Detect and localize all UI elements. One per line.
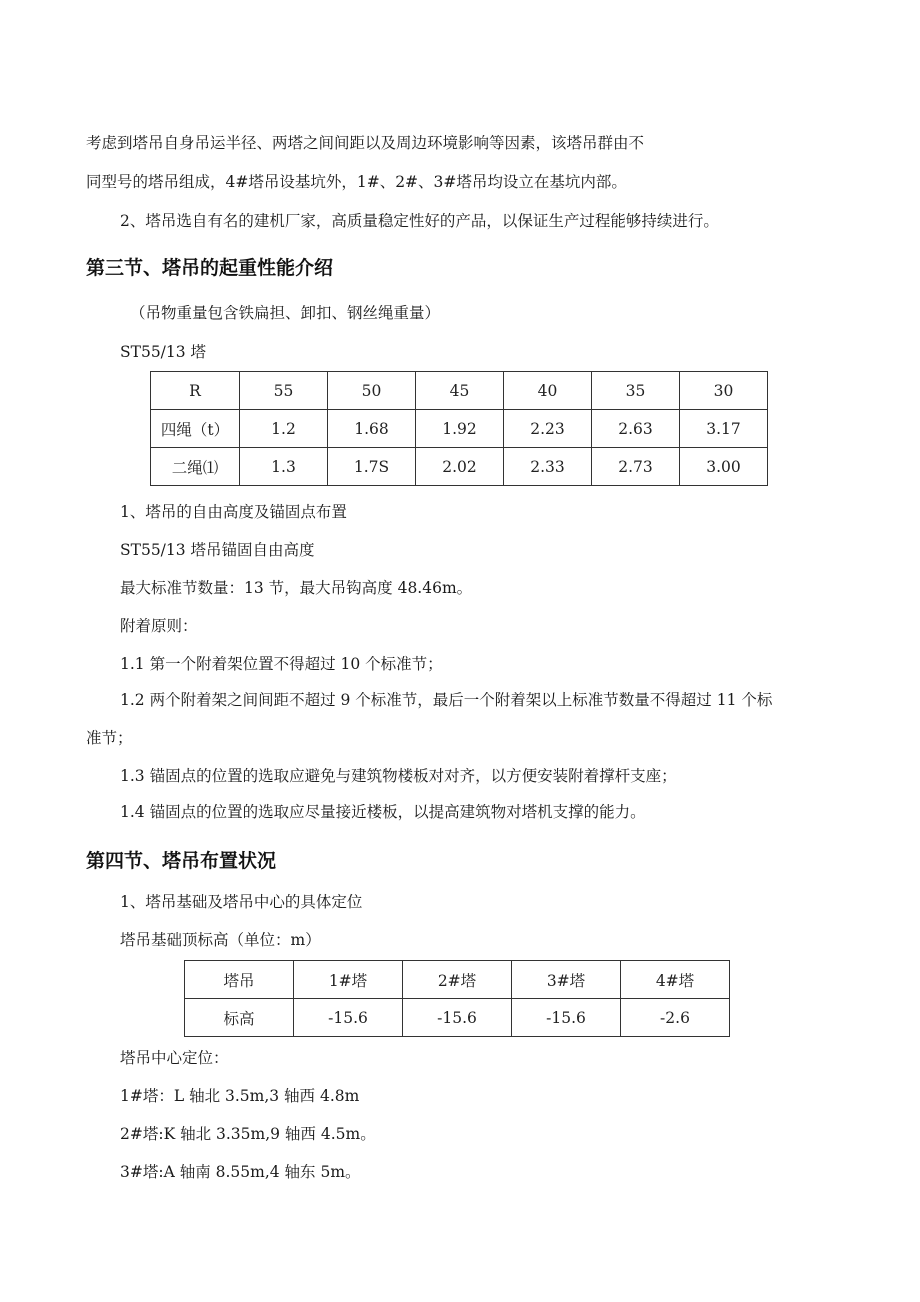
table-cell: 3.17 [680, 410, 768, 448]
foundation-elevation-table [184, 960, 730, 1037]
table-cell: 1.3 [240, 448, 328, 486]
table-cell: -2.6 [621, 999, 730, 1037]
paragraph-line: 最大标准节数量：13 节，最大吊钩高度 48.46m。 [120, 579, 473, 597]
lifting-capacity-table [150, 371, 768, 486]
table-cell: 50 [328, 372, 416, 410]
table-cell: 2.23 [504, 410, 592, 448]
paragraph-line: 塔吊中心定位： [120, 1049, 229, 1067]
paragraph-line: 2、塔吊选自有名的建机厂家，高质量稳定性好的产品，以保证生产过程能够持续进行。 [120, 212, 719, 230]
table-cell: 55 [240, 372, 328, 410]
rule-line: 1.2 两个附着架之间间距不超过 9 个标准节，最后一个附着架以上标准节数量不得超过 11 个标 [120, 691, 773, 709]
table-cell: 1.68 [328, 410, 416, 448]
table-cell: 30 [680, 372, 768, 410]
rule-line: 1.1 第一个附着架位置不得超过 10 个标准节； [120, 655, 443, 673]
item-heading: 1、塔吊基础及塔吊中心的具体定位 [120, 893, 363, 911]
table-cell: 4#塔 [621, 961, 730, 999]
table-cell: 40 [504, 372, 592, 410]
section-heading: 第四节、塔吊布置状况 [86, 850, 277, 872]
table-title: 塔吊基础顶标高（单位：m） [120, 931, 321, 949]
table-cell: -15.6 [512, 999, 621, 1037]
table-cell: 45 [416, 372, 504, 410]
rule-line: 1.4 锚固点的位置的选取应尽量接近楼板，以提高建筑物对塔机支撑的能力。 [120, 803, 646, 821]
table-header-row [185, 961, 730, 999]
table-cell: 2.02 [416, 448, 504, 486]
note-text: （吊物重量包含铁扁担、卸扣、钢丝绳重量） [130, 304, 441, 322]
item-heading: 1、塔吊的自由高度及锚固点布置 [120, 503, 347, 521]
tower-position-line: 3#塔:A 轴南 8.55m,4 轴东 5m。 [120, 1163, 361, 1181]
table-cell: -15.6 [403, 999, 512, 1037]
section-heading: 第三节、塔吊的起重性能介绍 [86, 257, 334, 279]
table-cell: 1#塔 [294, 961, 403, 999]
paragraph-line: 附着原则： [120, 617, 198, 635]
table-cell: 四绳（t） [151, 410, 240, 448]
table-cell: 35 [592, 372, 680, 410]
rule-line: 1.3 锚固点的位置的选取应避免与建筑物楼板对对齐，以方便安装附着撑杆支座； [120, 767, 677, 785]
rule-line: 准节； [86, 729, 133, 747]
table-cell: 二绳⑴ [151, 448, 240, 486]
table-cell: 2#塔 [403, 961, 512, 999]
table-header-row [151, 372, 768, 410]
table-cell: 3.00 [680, 448, 768, 486]
table-cell: 标高 [185, 999, 294, 1037]
paragraph-line: ST55/13 塔吊锚固自由高度 [120, 541, 315, 559]
paragraph-line: 考虑到塔吊自身吊运半径、两塔之间间距以及周边环境影响等因素，该塔吊群由不 [86, 134, 645, 152]
table-cell: 2.33 [504, 448, 592, 486]
tower-position-line: 2#塔:K 轴北 3.35m,9 轴西 4.5m。 [120, 1125, 376, 1143]
table-cell: 1.7S [328, 448, 416, 486]
table-row [151, 410, 768, 448]
table-cell: 3#塔 [512, 961, 621, 999]
table-cell: 1.2 [240, 410, 328, 448]
tower-position-line: 1#塔：L 轴北 3.5m,3 轴西 4.8m [120, 1087, 360, 1105]
table-row [185, 999, 730, 1037]
table-cell: 2.73 [592, 448, 680, 486]
table-cell: 2.63 [592, 410, 680, 448]
table-cell: 1.92 [416, 410, 504, 448]
table-title: ST55/13 塔 [120, 343, 207, 361]
paragraph-line: 同型号的塔吊组成，4#塔吊设基坑外，1#、2#、3#塔吊均设立在基坑内部。 [86, 173, 627, 191]
table-cell: 塔吊 [185, 961, 294, 999]
table-cell: R [151, 372, 240, 410]
table-row [151, 448, 768, 486]
table-cell: -15.6 [294, 999, 403, 1037]
